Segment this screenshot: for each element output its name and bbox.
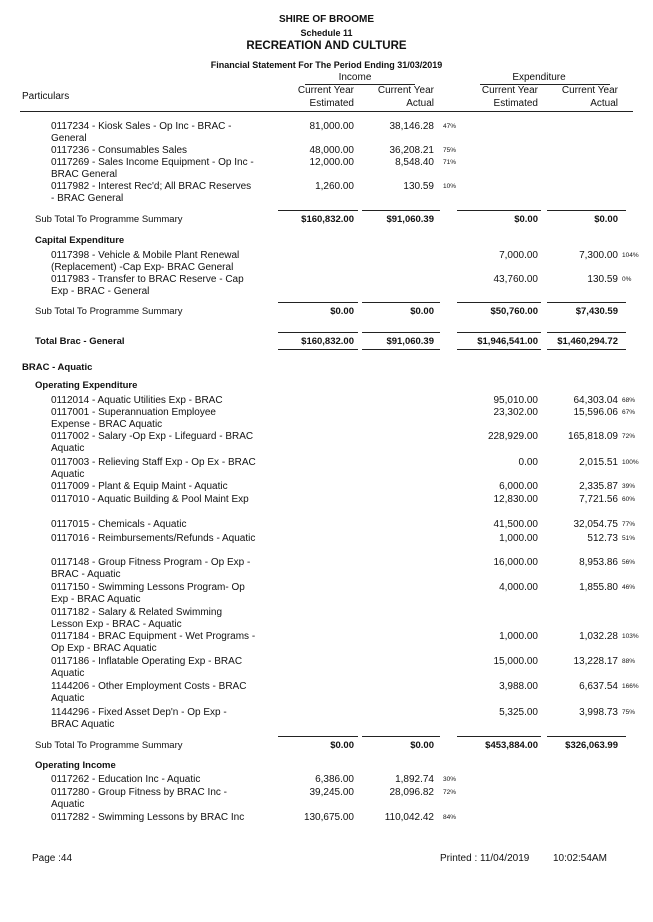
org-name: SHIRE OF BROOME: [278, 14, 374, 25]
income-est-header-1: Current Year: [297, 85, 354, 96]
income-actual: 1,892.74: [395, 774, 434, 785]
expenditure-actual: 64,303.04: [573, 395, 618, 406]
expenditure-actual: 1,855.80: [579, 582, 618, 593]
subtotal-rule: [457, 302, 541, 303]
row-description: 0117150 - Swimming Lessons Program- Op Exp - BRAC Aquatic: [51, 582, 245, 605]
subtotal-rule: [278, 332, 358, 333]
income-est-header-2: Estimated: [309, 98, 354, 109]
expenditure-estimated: 1,000.00: [499, 533, 538, 544]
expenditure-percent: 0%: [622, 276, 632, 283]
income-percent: 75%: [443, 147, 457, 154]
subtotal-rule: [457, 332, 541, 333]
section-operating-expenditure: Operating Expenditure: [35, 380, 138, 391]
expenditure-estimated: 7,000.00: [499, 250, 538, 261]
expenditure-estimated: 6,000.00: [499, 481, 538, 492]
expenditure-actual: 7,300.00: [579, 250, 618, 261]
section-capital-expenditure: Capital Expenditure: [35, 235, 125, 246]
expenditure-percent: 46%: [622, 584, 636, 591]
expenditure-actual: 15,596.06: [573, 407, 618, 418]
total-rule: [278, 349, 358, 350]
expenditure-percent: 100%: [622, 459, 639, 466]
income-estimated-subtotal: $160,832.00: [301, 214, 354, 225]
exp-act-header-2: Actual: [590, 98, 618, 109]
expenditure-actual: 7,721.56: [579, 494, 618, 505]
subtotal-rule: [547, 332, 626, 333]
expenditure-header: Expenditure: [512, 72, 566, 83]
income-estimated: 12,000.00: [309, 157, 354, 168]
row-description: 0117184 - BRAC Equipment - Wet Programs - Op Exp - BRAC Aquatic: [51, 631, 256, 654]
row-description: 0117182 - Salary & Related Swimming Lesson Exp - BRAC - Aquatic: [51, 607, 223, 630]
expenditure-estimated: 15,000.00: [493, 656, 538, 667]
row-description: 0117015 - Chemicals - Aquatic: [51, 519, 187, 530]
subtotal-rule: [547, 210, 626, 211]
expenditure-actual: 8,953.86: [579, 557, 618, 568]
row-description: 1144206 - Other Employment Costs - BRAC Aquatic: [51, 681, 247, 704]
total-rule: [547, 349, 626, 350]
row-description: 0117269 - Sales Income Equipment - Op Inc - BRAC General: [51, 157, 254, 180]
income-estimated-subtotal: $160,832.00: [301, 336, 354, 347]
exp-act-header-1: Current Year: [561, 85, 618, 96]
subtotal-rule: [362, 210, 440, 211]
expenditure-actual-subtotal: $7,430.59: [575, 306, 618, 317]
income-percent: 10%: [443, 183, 457, 190]
income-act-header-1: Current Year: [377, 85, 434, 96]
expenditure-actual-subtotal: $1,460,294.72: [557, 336, 618, 347]
expenditure-percent: 60%: [622, 496, 636, 503]
expenditure-actual: 2,015.51: [579, 457, 618, 468]
expenditure-estimated: 1,000.00: [499, 631, 538, 642]
income-estimated: 39,245.00: [309, 787, 354, 798]
expenditure-actual: 130.59: [587, 274, 618, 285]
income-estimated: 6,386.00: [315, 774, 354, 785]
schedule-label: Schedule 11: [300, 28, 353, 38]
expenditure-estimated-subtotal: $1,946,541.00: [477, 336, 538, 347]
income-actual-subtotal: $0.00: [410, 740, 434, 751]
row-description: 0117983 - Transfer to BRAC Reserve - Cap Exp - BRAC - General: [51, 274, 244, 297]
section-brac-aquatic: BRAC - Aquatic: [22, 362, 93, 373]
expenditure-header-rule: [480, 84, 610, 85]
income-actual-subtotal: $91,060.39: [386, 214, 434, 225]
expenditure-percent: 75%: [622, 709, 636, 716]
row-description: 0117002 - Salary -Op Exp - Lifeguard - BRAC Aquatic: [51, 431, 254, 454]
row-description: 0117234 - Kiosk Sales - Op Inc - BRAC - General: [51, 121, 232, 144]
expenditure-estimated-subtotal: $453,884.00: [485, 740, 538, 751]
income-percent: 72%: [443, 789, 457, 796]
expenditure-percent: 56%: [622, 559, 636, 566]
income-percent: 84%: [443, 814, 457, 821]
expenditure-estimated: 16,000.00: [493, 557, 538, 568]
expenditure-actual: 1,032.28: [579, 631, 618, 642]
expenditure-percent: 166%: [622, 683, 639, 690]
expenditure-estimated: 23,302.00: [493, 407, 538, 418]
row-description: 0117982 - Interest Rec'd; All BRAC Reserves - BRAC General: [51, 181, 252, 204]
income-header-rule: [305, 84, 415, 85]
expenditure-actual: 13,228.17: [573, 656, 618, 667]
statement-title: Financial Statement For The Period Ending 31/03/2019: [210, 60, 443, 70]
expenditure-percent: 68%: [622, 397, 636, 404]
exp-est-header-1: Current Year: [481, 85, 538, 96]
expenditure-percent: 72%: [622, 433, 636, 440]
subtotal-rule: [278, 736, 358, 737]
subtotal-label: Sub Total To Programme Summary: [35, 740, 183, 751]
income-actual-subtotal: $91,060.39: [386, 336, 434, 347]
expenditure-estimated: 4,000.00: [499, 582, 538, 593]
expenditure-estimated: 43,760.00: [493, 274, 538, 285]
income-estimated: 48,000.00: [309, 145, 354, 156]
income-percent: 30%: [443, 776, 457, 783]
expenditure-actual-subtotal: $326,063.99: [565, 740, 618, 751]
row-description: 0117016 - Reimbursements/Refunds - Aquatic: [51, 533, 256, 544]
total-rule: [362, 349, 440, 350]
expenditure-actual: 6,637.54: [579, 681, 618, 692]
row-description: 0117262 - Education Inc - Aquatic: [51, 774, 201, 785]
row-description: 1144296 - Fixed Asset Dep'n - Op Exp - BRAC Aquatic: [51, 707, 227, 730]
section-title: RECREATION AND CULTURE: [246, 40, 407, 52]
income-actual: 36,208.21: [389, 145, 434, 156]
expenditure-actual: 3,998.73: [579, 707, 618, 718]
income-estimated-subtotal: $0.00: [330, 740, 354, 751]
income-act-header-2: Actual: [406, 98, 434, 109]
subtotal-label: Total Brac - General: [35, 336, 125, 347]
row-description: 0117001 - Superannuation Employee Expense - BRAC Aquatic: [51, 407, 216, 430]
expenditure-estimated: 12,830.00: [493, 494, 538, 505]
expenditure-estimated: 228,929.00: [487, 431, 538, 442]
expenditure-estimated: 5,325.00: [499, 707, 538, 718]
expenditure-percent: 103%: [622, 633, 639, 640]
income-estimated-subtotal: $0.00: [330, 306, 354, 317]
income-actual: 38,146.28: [389, 121, 434, 132]
subtotal-rule: [547, 736, 626, 737]
expenditure-actual-subtotal: $0.00: [594, 214, 618, 225]
income-estimated: 1,260.00: [315, 181, 354, 192]
header-rule: [20, 111, 633, 112]
row-description: 0117010 - Aquatic Building & Pool Maint Exp: [51, 494, 249, 505]
expenditure-estimated-subtotal: $0.00: [514, 214, 538, 225]
subtotal-rule: [457, 736, 541, 737]
expenditure-percent: 104%: [622, 252, 639, 259]
expenditure-estimated: 3,988.00: [499, 681, 538, 692]
printed-date: Printed : 11/04/2019: [440, 853, 530, 864]
expenditure-estimated-subtotal: $50,760.00: [490, 306, 538, 317]
total-rule: [457, 349, 541, 350]
subtotal-label: Sub Total To Programme Summary: [35, 214, 183, 225]
income-actual: 130.59: [403, 181, 434, 192]
expenditure-actual: 32,054.75: [573, 519, 618, 530]
subtotal-rule: [278, 302, 358, 303]
page-number: Page :44: [32, 853, 73, 864]
particulars-header: Particulars: [22, 91, 70, 102]
income-percent: 47%: [443, 123, 457, 130]
expenditure-actual: 512.73: [587, 533, 618, 544]
income-actual: 8,548.40: [395, 157, 434, 168]
income-estimated: 130,675.00: [303, 812, 354, 823]
subtotal-rule: [362, 302, 440, 303]
row-description: 0117009 - Plant & Equip Maint - Aquatic: [51, 481, 228, 492]
subtotal-label: Sub Total To Programme Summary: [35, 306, 183, 317]
row-description: 0117236 - Consumables Sales: [51, 145, 188, 156]
subtotal-rule: [547, 302, 626, 303]
income-actual: 110,042.42: [384, 812, 434, 823]
expenditure-percent: 77%: [622, 521, 636, 528]
subtotal-rule: [457, 210, 541, 211]
section-operating-income: Operating Income: [35, 760, 116, 771]
income-percent: 71%: [443, 159, 457, 166]
row-description: 0117148 - Group Fitness Program - Op Exp - BRAC - Aquatic: [51, 557, 251, 580]
row-description: 0117003 - Relieving Staff Exp - Op Ex - BRAC Aquatic: [51, 457, 256, 480]
expenditure-percent: 88%: [622, 658, 636, 665]
income-header: Income: [338, 72, 372, 83]
row-description: 0112014 - Aquatic Utilities Exp - BRAC: [51, 395, 223, 406]
expenditure-estimated: 95,010.00: [493, 395, 538, 406]
expenditure-percent: 51%: [622, 535, 636, 542]
expenditure-percent: 39%: [622, 483, 636, 490]
subtotal-rule: [362, 332, 440, 333]
income-actual: 28,096.82: [389, 787, 434, 798]
printed-time: 10:02:54AM: [553, 853, 607, 864]
row-description: 0117186 - Inflatable Operating Exp - BRAC Aquatic: [51, 656, 243, 679]
expenditure-percent: 67%: [622, 409, 636, 416]
row-description: 0117280 - Group Fitness by BRAC Inc - Aquatic: [51, 787, 228, 810]
exp-est-header-2: Estimated: [493, 98, 538, 109]
subtotal-rule: [362, 736, 440, 737]
income-actual-subtotal: $0.00: [410, 306, 434, 317]
subtotal-rule: [278, 210, 358, 211]
income-estimated: 81,000.00: [309, 121, 354, 132]
expenditure-estimated: 41,500.00: [493, 519, 538, 530]
expenditure-actual: 2,335.87: [579, 481, 618, 492]
row-description: 0117398 - Vehicle & Mobile Plant Renewal (Replacement) -Cap Exp- BRAC General: [51, 250, 240, 273]
row-description: 0117282 - Swimming Lessons by BRAC Inc: [51, 812, 245, 823]
expenditure-estimated: 0.00: [518, 457, 538, 468]
expenditure-actual: 165,818.09: [567, 431, 618, 442]
